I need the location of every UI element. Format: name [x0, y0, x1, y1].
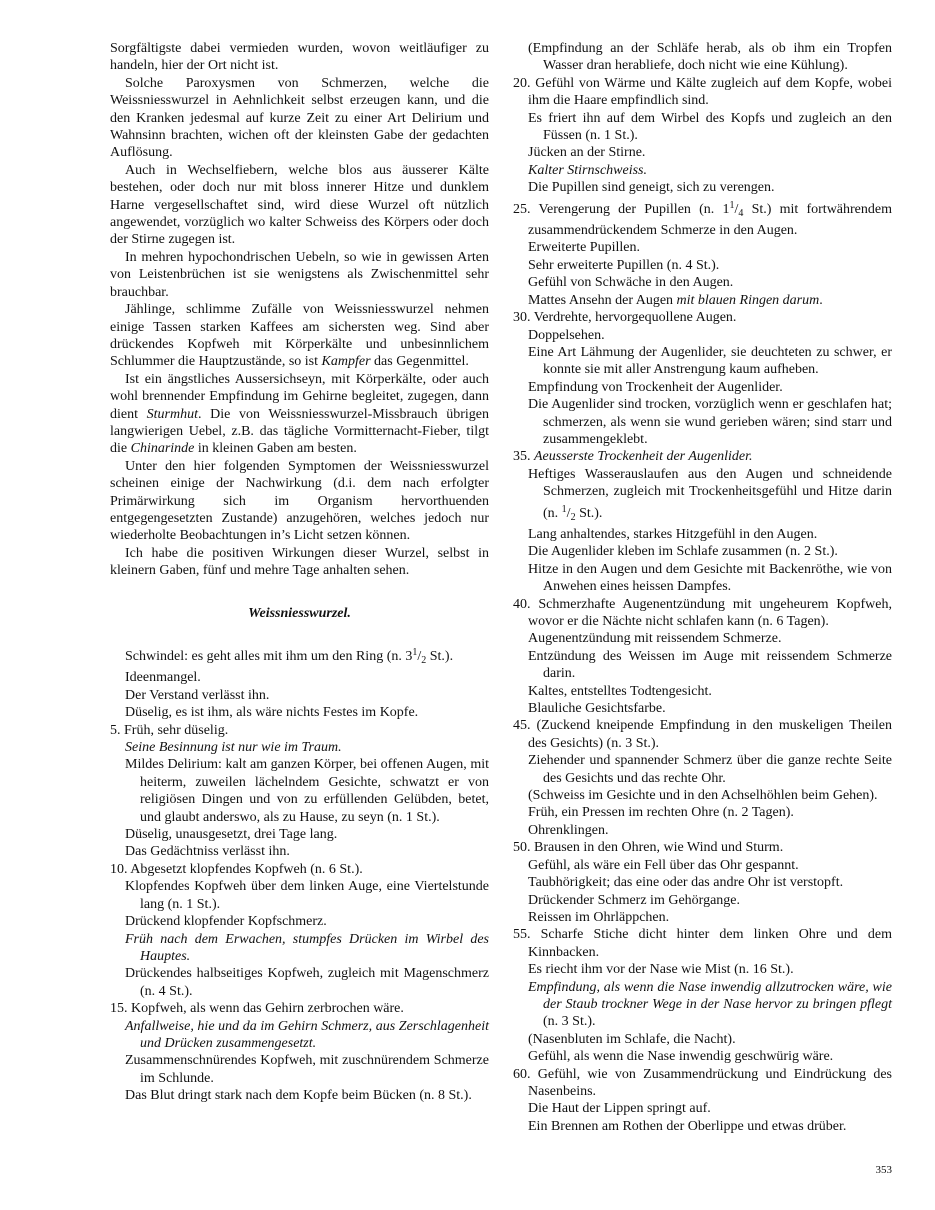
- symptom-line: Doppelsehen.: [528, 327, 605, 343]
- symptom-line: Hitze in den Augen und dem Gesichte mit Backenröthe, wie von Anwehen eines heissen Dampfes.: [528, 561, 892, 595]
- symptom-line: Früh nach dem Erwachen, stumpfes Drücken im Wirbel des Hauptes.: [125, 931, 489, 964]
- symptom-line: Klopfendes Kopfweh über dem linken Auge, eine Viertelstunde lang (n. 1 St.).: [125, 879, 489, 912]
- symptom-line: Die Augenlider sind trocken, vorzüglich wenn er geschlafen hat; schmerzen, als wenn sie wund gerieben wären; sind starr und zusammengeklebt.: [528, 397, 892, 447]
- symptom-line: Die Haut der Lippen springt auf.: [528, 1101, 711, 1117]
- symptom-line-numbered: 20. Gefühl von Wärme und Kälte zugleich auf dem Kopfe, wobei ihm die Haare empfindlich sind.: [513, 75, 892, 109]
- symptom-line: Die Pupillen sind geneigt, sich zu verengen.: [528, 180, 775, 196]
- symptom-line-numbered: 25. Verengerung der Pupillen (n. $1^1/_4$ St.) mit fortwährendem zusammendrückendem Schmerze in den Augen.: [513, 199, 892, 239]
- symptom-line: Reissen im Ohrläppchen.: [528, 909, 670, 925]
- symptom-line: Das Gedächtniss verlässt ihn.: [125, 844, 290, 860]
- symptom-line: Eine Art Lähmung der Augenlider, sie deuchteten zu schwer, er konnte sie mit aller Anstrengung kaum aufheben.: [528, 344, 892, 378]
- symptom-line: Zusammenschnürendes Kopfweh, mit zuschnürendem Schmerze im Schlunde.: [125, 1053, 489, 1086]
- symptom-line: Heftiges Wasserauslaufen aus den Augen und schneidende Schmerzen, zugleich mit Trockenheitsgefühl und Hitze darin (n. $^1/_2$ St.).: [528, 466, 892, 523]
- symptom-line: Taubhörigkeit; das eine oder das andre Ohr ist verstopft.: [528, 875, 844, 891]
- symptom-line: Sehr erweiterte Pupillen (n. 4 St.).: [528, 257, 720, 273]
- symptom-line: Seine Besinnung ist nur wie im Traum.: [125, 740, 342, 756]
- symptom-line: Ziehender und spannender Schmerz über die ganze rechte Seite des Gesichts und das rechte Ohr.: [528, 753, 892, 786]
- symptom-line: Drückendes halbseitiges Kopfweh, zugleich mit Magenschmerz (n. 4 St.).: [125, 966, 489, 999]
- symptom-line-numbered: 5. Früh, sehr düselig.: [110, 722, 229, 738]
- symptom-line: Schwindel: es geht alles mit ihm um den Ring (n. $3^1/_2$ St.).: [125, 647, 454, 666]
- symptom-line-numbered: 40. Schmerzhafte Augenentzündung mit ungeheurem Kopfweh, wovor er die Nächte nicht schlafen kann (n. 6 Tagen).: [513, 596, 892, 629]
- symptom-line: Mattes Ansehn der Augen mit blauen Ringen darum.: [528, 292, 823, 308]
- symptom-line-numbered: 45. (Zuckend kneipende Empfindung in den muskeligen Theilen des Gesichts) (n. 3 St.).: [513, 718, 892, 751]
- symptom-line: Blauliche Gesichtsfarbe.: [528, 701, 666, 717]
- symptom-line: Kaltes, entstelltes Todtengesicht.: [528, 683, 712, 699]
- symptom-line: Erweiterte Pupillen.: [528, 240, 640, 256]
- paragraph: Auch in Wechselfiebern, welche blos aus äusserer Kälte bestehen, oder doch nur mit bloss innerer Hitze und dunklem Harne vergesellschaftet sind, wird diese Wurzel oft nützlich angewendet, vorzüglich wo kalter Schweiss des Körpers oder doch der Stirne zugegen ist.: [110, 162, 489, 248]
- symptom-line: (Empfindung an der Schläfe herab, als ob ihm ein Tropfen Wasser dran herabliefe, doch nicht wie eine Kühlung).: [528, 41, 892, 74]
- symptom-line-numbered: 30. Verdrehte, hervorgequollene Augen.: [513, 310, 737, 326]
- symptom-line: Gefühl von Schwäche in den Augen.: [528, 275, 734, 291]
- symptom-line: Empfindung, als wenn die Nase inwendig allzutrocken wäre, wie der Staub trockner Wege in der Nase hervor zu bringen pflegt (n. 3 St.).: [528, 979, 892, 1030]
- symptom-line: Jücken an der Stirne.: [528, 145, 646, 161]
- symptom-line-numbered: 15. Kopfweh, als wenn das Gehirn zerbrochen wäre.: [110, 1001, 404, 1017]
- symptom-line-numbered: 55. Scharfe Stiche dicht hinter dem linken Ohre und dem Kinnbacken.: [513, 927, 892, 960]
- symptom-line: Ideenmangel.: [125, 670, 201, 686]
- symptom-line: Es friert ihn auf dem Wirbel des Kopfs und zugleich an den Füssen (n. 1 St.).: [528, 110, 892, 144]
- section-heading: Weissniesswurzel.: [248, 605, 351, 621]
- symptom-line: Die Augenlider kleben im Schlafe zusammen (n. 2 St.).: [528, 544, 838, 560]
- paragraph-antidote-coffee: Jählinge, schlimme Zufälle von Weissniesswurzel nehmen einige Tassen starken Kaffees am sichersten weg. Sind aber drückendes Kopfweh mit Körperkälte und unbesinnlichem Schlummer die Hauptzustände, so ist Kampfer das Gegenmittel.: [110, 302, 489, 370]
- symptom-line: Düselig, unausgesetzt, drei Tage lang.: [125, 827, 338, 843]
- right-column: [513, 40, 892, 1135]
- paragraph-antidote-aconite: Ist ein ängstliches Aussersichseyn, mit Körperkälte, oder auch wohl brennender Empfindung im Gehirne begleitet, zugegen, dann dient Sturmhut. Die von Weissniesswurzel-Missbrauch übrigen langwierigen Uebel, z.B. das tägliche Vormitternacht-Fieber, tilgt die Chinarinde in kleinen Gaben am besten.: [110, 371, 489, 457]
- symptom-line: Gefühl, als wenn die Nase inwendig geschwürig wäre.: [528, 1049, 834, 1065]
- page-number: 353: [875, 1164, 892, 1176]
- symptom-line: Kalter Stirnschweiss.: [528, 162, 648, 178]
- symptom-line: Das Blut dringt stark nach dem Kopfe beim Bücken (n. 8 St.).: [125, 1088, 472, 1104]
- symptom-line-numbered: 60. Gefühl, wie von Zusammendrückung und Eindrückung des Nasenbeins.: [513, 1066, 892, 1099]
- symptom-line: Früh, ein Pressen im rechten Ohre (n. 2 Tagen).: [528, 805, 794, 821]
- symptom-line: Der Verstand verlässt ihn.: [125, 687, 270, 703]
- paragraph: Ich habe die positiven Wirkungen dieser Wurzel, selbst in kleinern Gaben, fünf und mehre Tage anhalten sehen.: [110, 545, 489, 579]
- symptom-line: Drückend klopfender Kopfschmerz.: [125, 914, 327, 930]
- paragraph: Solche Paroxysmen von Schmerzen, welche die Weissniesswurzel in Aehnlichkeit selbst erzeugen kann, und die den Kranken jedesmal auf kurze Zeit zu einer Art Delirium und Wahnsinn brachten, wichen oft der kleinsten Gabe der gedachten Auflösung.: [110, 75, 489, 161]
- symptom-line: Lang anhaltendes, starkes Hitzgefühl in den Augen.: [528, 526, 818, 542]
- symptom-line: Anfallweise, hie und da im Gehirn Schmerz, aus Zerschlagenheit und Drücken zusammengesetzt.: [125, 1018, 489, 1051]
- paragraph: Unter den hier folgenden Symptomen der Weissniesswurzel scheinen einige der Nachwirkung (d.i. dem nach erfolgter Primärwirkung sich im Organism hervorthuenden entgegengesetzten Zustande) anzugehören, welches jedoch nur wiederholte Beobachtungen in’s Licht setzen können.: [110, 458, 489, 544]
- symptom-line: Augenentzündung mit reissendem Schmerze.: [528, 631, 782, 647]
- symptom-line: Ohrenklingen.: [528, 822, 609, 838]
- symptom-line: Mildes Delirium: kalt am ganzen Körper, bei offenen Augen, mit heiterm, zuweilen lächelndem Gesichte, schwatzt er von religiösen Dingen und von zu erfüllenden Gelübden, betet, und glaubt anderswo, als zu Hause, zu seyn (n. 1 St.).: [125, 757, 489, 825]
- symptom-line: (Schweiss im Gesichte und in den Achselhöhlen beim Gehen).: [528, 788, 878, 804]
- symptom-line-numbered: 10. Abgesetzt klopfendes Kopfweh (n. 6 St.).: [110, 861, 363, 877]
- paragraph: In mehren hypochondrischen Uebeln, so wie in gewissen Arten von Leistenbrüchen ist sie wenigstens als Zwischenmittel sehr brauchbar.: [110, 249, 489, 300]
- symptom-line-numbered: 50. Brausen in den Ohren, wie Wind und Sturm.: [513, 840, 784, 856]
- left-column: [110, 40, 489, 1105]
- symptom-line: Empfindung von Trockenheit der Augenlider.: [528, 379, 783, 395]
- symptom-line: Ein Brennen am Rothen der Oberlippe und etwas drüber.: [528, 1118, 847, 1134]
- symptom-line: Drückender Schmerz im Gehörgange.: [528, 892, 740, 908]
- paragraph: Sorgfältigste dabei vermieden wurden, wovon weitläufiger zu handeln, hier der Ort nicht ist.: [110, 41, 489, 74]
- symptom-line: Gefühl, als wäre ein Fell über das Ohr gespannt.: [528, 857, 799, 873]
- symptom-line: Es riecht ihm vor der Nase wie Mist (n. 16 St.).: [528, 962, 794, 978]
- symptom-line: Düselig, es ist ihm, als wäre nichts Festes im Kopfe.: [125, 705, 419, 721]
- symptom-line: (Nasenbluten im Schlafe, die Nacht).: [528, 1031, 736, 1047]
- symptom-line-numbered: 35. Aeusserste Trockenheit der Augenlider.: [513, 449, 753, 465]
- symptom-line: Entzündung des Weissen im Auge mit reissendem Schmerze darin.: [528, 648, 892, 682]
